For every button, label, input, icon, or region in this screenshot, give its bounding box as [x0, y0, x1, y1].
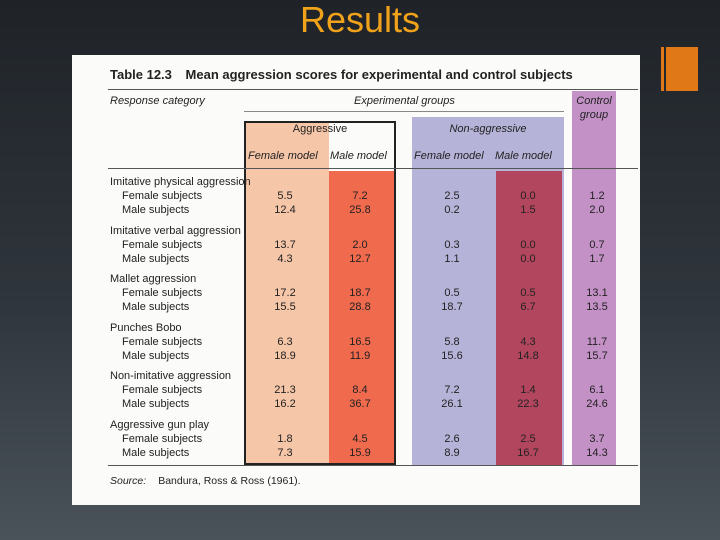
table-cell: 16.2 — [274, 398, 296, 410]
table-cell: 16.5 — [349, 335, 371, 348]
table-cell: 11.7 — [586, 335, 608, 348]
table-cell: 6.3 — [277, 335, 293, 348]
header-aggr-male-model: Male model — [330, 150, 387, 162]
header-rule — [244, 111, 564, 112]
table-cell: 7.2 — [352, 190, 368, 202]
table-cell: 14.8 — [517, 349, 539, 362]
table-cell: 2.5 — [520, 432, 536, 445]
table-cell: 3.7 — [589, 432, 605, 445]
table-cell: 5.5 — [277, 190, 293, 202]
table-number: Table 12.3 — [110, 67, 172, 82]
table-cell: 7.2 — [444, 384, 460, 396]
category-label: Imitative physical aggression — [110, 176, 251, 188]
table-cell: 15.7 — [586, 349, 608, 362]
table-cell: 0.0 — [520, 190, 536, 202]
table-cell: 18.7 — [441, 301, 463, 313]
table-cell: 0.5 — [520, 287, 536, 299]
row-label: Male subjects — [122, 446, 190, 459]
header-experimental-groups: Experimental groups — [354, 95, 455, 107]
column-header-rule — [108, 168, 638, 169]
table-cell: 26.1 — [441, 398, 463, 410]
header-aggr-female-model: Female model — [248, 150, 318, 162]
table-cell: 13.1 — [586, 287, 608, 299]
table-cell: 15.5 — [274, 301, 296, 313]
table-cell: 0.5 — [444, 287, 460, 299]
table-description: Mean aggression scores for experimental and control subjects — [185, 67, 573, 82]
table-cell: 15.6 — [441, 349, 463, 362]
table-cell: 18.7 — [349, 287, 371, 299]
category-label: Aggressive gun play — [110, 418, 210, 431]
table-cell: 13.7 — [274, 238, 296, 251]
table-cell: 0.3 — [444, 238, 460, 251]
row-label: Male subjects — [122, 349, 190, 362]
row-label: Male subjects — [122, 398, 190, 410]
table-cell: 1.5 — [520, 204, 536, 216]
table-cell: 2.0 — [589, 204, 605, 216]
table-cell: 4.5 — [352, 432, 368, 445]
row-label: Female subjects — [122, 432, 203, 445]
table-cell: 2.5 — [444, 190, 460, 202]
table-image — [72, 55, 640, 505]
table-cell: 13.5 — [586, 301, 608, 313]
table-cell: 16.7 — [517, 446, 539, 459]
table-cell: 15.9 — [349, 446, 371, 459]
header-aggressive: Aggressive — [292, 123, 348, 135]
category-label: Mallet aggression — [110, 273, 197, 285]
row-label: Female subjects — [122, 190, 203, 202]
category-label: Imitative verbal aggression — [110, 224, 241, 237]
table-cell: 2.6 — [444, 432, 460, 445]
row-label: Female subjects — [122, 287, 203, 299]
header-response-category: Response category — [110, 95, 205, 107]
table-cell: 2.0 — [352, 238, 368, 251]
table-cell: 24.6 — [586, 398, 608, 410]
table-cell: 4.3 — [277, 252, 293, 265]
table-cell: 1.2 — [589, 190, 605, 202]
table-cell: 0.0 — [520, 238, 536, 251]
row-label: Female subjects — [122, 384, 203, 396]
row-label: Female subjects — [122, 335, 203, 348]
header-nonaggr-female-model: Female model — [414, 150, 484, 162]
table-cell: 0.0 — [520, 252, 536, 265]
category-label: Punches Bobo — [110, 321, 182, 334]
table-cell: 22.3 — [517, 398, 539, 410]
table-cell: 17.2 — [274, 287, 296, 299]
table-cell: 12.4 — [274, 204, 296, 216]
table-cell: 7.3 — [277, 446, 293, 459]
table-cell: 12.7 — [349, 252, 371, 265]
table-cell: 14.3 — [586, 446, 608, 459]
bottom-rule — [108, 465, 638, 466]
table-cell: 36.7 — [349, 398, 371, 410]
table-cell: 4.3 — [520, 335, 536, 348]
slide-title: Results — [299, 0, 421, 40]
table-cell: 1.4 — [520, 384, 536, 396]
table-cell: 0.2 — [444, 204, 460, 216]
table-cell: 8.9 — [444, 446, 460, 459]
header-control-group: Control group — [576, 95, 612, 121]
table-cell: 11.9 — [349, 349, 371, 362]
row-label: Male subjects — [122, 252, 190, 265]
table-cell: 28.8 — [349, 301, 371, 313]
table-cell: 18.9 — [274, 349, 296, 362]
table-cell: 25.8 — [349, 204, 371, 216]
table-cell: 1.8 — [277, 432, 293, 445]
table-cell: 0.7 — [589, 238, 605, 251]
row-label: Female subjects — [122, 238, 203, 251]
table-cell: 6.7 — [520, 301, 536, 313]
table-cell: 1.1 — [444, 252, 460, 265]
table-cell: 21.3 — [274, 384, 296, 396]
source-text: Bandura, Ross & Ross (1961). — [158, 475, 301, 487]
table-cell: 8.4 — [352, 384, 368, 396]
source-label: Source: — [110, 475, 147, 487]
table-source — [110, 475, 301, 487]
table-cell: 1.7 — [589, 252, 605, 265]
category-label: Non-imitative aggression — [110, 370, 232, 382]
caption-rule — [108, 89, 638, 90]
header-nonaggressive: Non-aggressive — [449, 123, 527, 135]
header-nonaggr-male-model: Male model — [495, 150, 552, 162]
table-cell: 6.1 — [589, 384, 605, 396]
accent-bar — [666, 47, 698, 91]
table-caption — [110, 67, 573, 82]
row-label: Male subjects — [122, 301, 190, 313]
row-label: Male subjects — [122, 204, 190, 216]
table-cell: 5.8 — [444, 335, 460, 348]
